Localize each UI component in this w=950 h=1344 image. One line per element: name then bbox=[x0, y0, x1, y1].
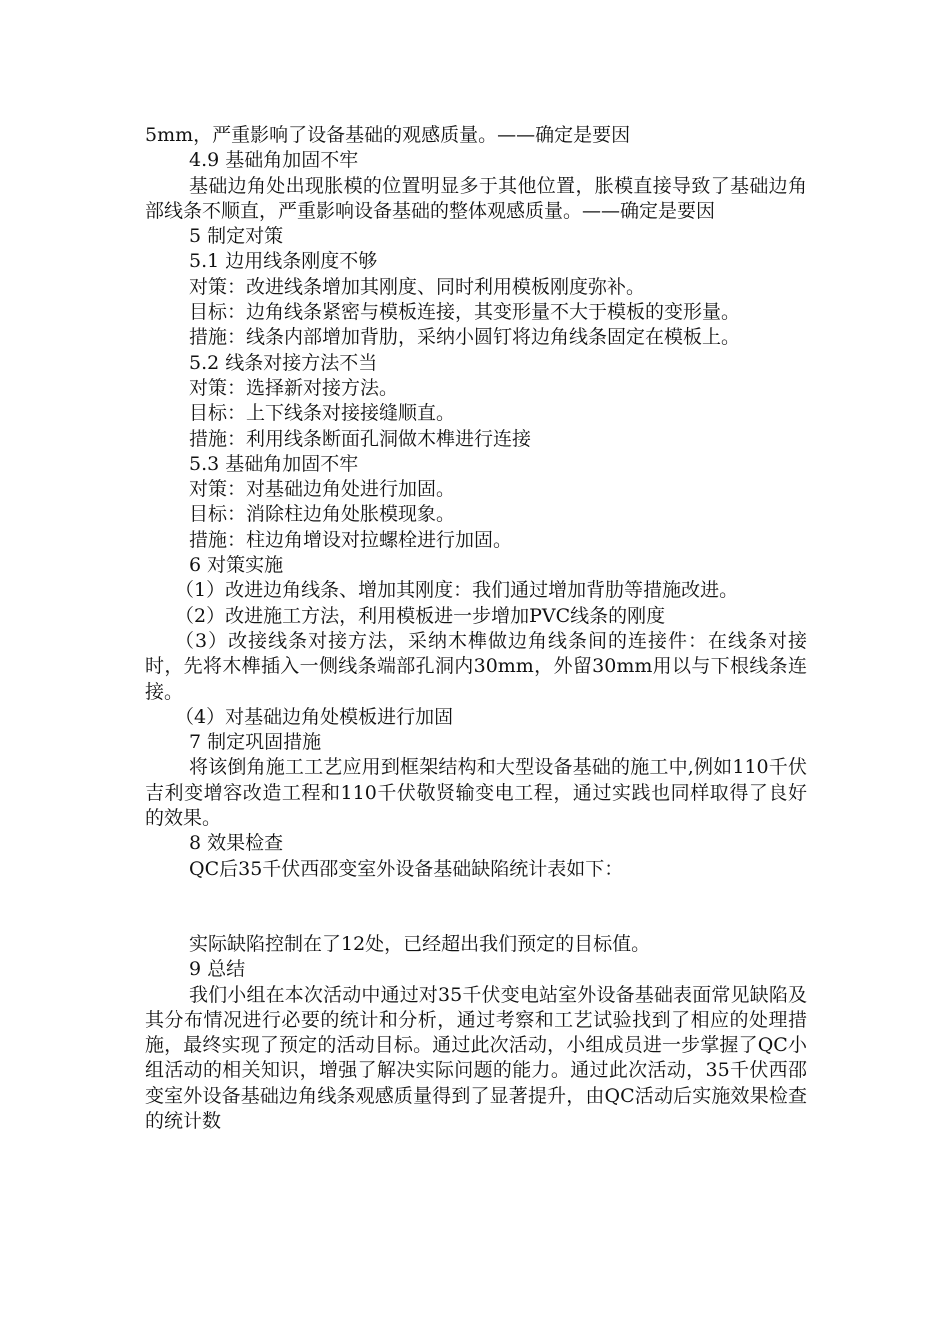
section-heading-5: 5 制定对策 bbox=[189, 225, 284, 248]
paragraph-measure: 措施：柱边角增设对拉螺栓进行加固。 bbox=[189, 528, 513, 551]
paragraph-target: 目标：上下线条对接接缝顺直。 bbox=[189, 402, 456, 425]
paragraph-continuation: 5mm，严重影响了设备基础的观感质量。——确定是要因 bbox=[145, 124, 631, 146]
section-heading-9: 9 总结 bbox=[189, 958, 246, 981]
list-item: （2）改进施工方法，利用模板进一步增加PVC线条的刚度 bbox=[175, 604, 666, 627]
section-heading-5-1: 5.1 边用线条刚度不够 bbox=[189, 250, 378, 273]
paragraph-countermeasure: 对策：选择新对接方法。 bbox=[189, 376, 399, 399]
paragraph: QC后35千伏西邵变室外设备基础缺陷统计表如下： bbox=[189, 857, 624, 880]
paragraph: 我们小组在本次活动中通过对35千伏变电站室外设备基础表面常见缺陷及其分布情况进行必要的统计和分析，通过考察和工艺试验找到了相应的处理措施，最终实现了预定的活动目标。通过此次活动，小组成员进一步掌握了QC小组活动的相关知识，增强了解决实际问题的能力。通过此次活动，35千伏西邵变室外设备基础边角线条观感质量得到了显著提升，由QC活动后实施效果检查的统计数 bbox=[145, 983, 807, 1132]
paragraph: 基础边角处出现胀模的位置明显多于其他位置，胀模直接导致了基础边角部线条不顺直，严重影响设备基础的整体观感质量。——确定是要因 bbox=[145, 174, 807, 222]
section-heading-5-2: 5.2 线条对接方法不当 bbox=[189, 351, 378, 374]
paragraph: 将该倒角施工工艺应用到框架结构和大型设备基础的施工中,例如110千伏吉利变增容改造工程和110千伏敬贤输变电工程，通过实践也同样取得了良好的效果。 bbox=[145, 756, 807, 830]
paragraph: 实际缺陷控制在了12处，已经超出我们预定的目标值。 bbox=[189, 932, 651, 955]
paragraph-countermeasure: 对策：对基础边角处进行加固。 bbox=[189, 478, 456, 501]
list-item: （1）改进边角线条、增加其刚度：我们通过增加背肋等措施改进。 bbox=[175, 579, 739, 602]
paragraph-measure: 措施：线条内部增加背肋，采纳小圆钉将边角线条固定在模板上。 bbox=[189, 326, 741, 349]
section-heading-6: 6 对策实施 bbox=[189, 554, 284, 577]
paragraph-target: 目标：消除柱边角处胀模现象。 bbox=[189, 503, 456, 526]
list-item: （3）改接线条对接方法，采纳木榫做边角线条间的连接件：在线条对接时，先将木榫插入一侧线条端部孔洞内30mm，外留30mm用以与下根线条连接。 bbox=[145, 629, 807, 703]
table-placeholder-gap bbox=[145, 882, 807, 932]
paragraph-measure: 措施：利用线条断面孔洞做木榫进行连接 bbox=[189, 427, 532, 450]
paragraph-countermeasure: 对策：改进线条增加其刚度、同时利用模板刚度弥补。 bbox=[189, 275, 646, 298]
list-item: （4）对基础边角处模板进行加固 bbox=[175, 705, 454, 728]
section-heading-7: 7 制定巩固措施 bbox=[189, 731, 322, 754]
paragraph-target: 目标：边角线条紧密与模板连接，其变形量不大于模板的变形量。 bbox=[189, 301, 741, 324]
section-heading-4-9: 4.9 基础角加固不牢 bbox=[189, 149, 359, 172]
section-heading-5-3: 5.3 基础角加固不牢 bbox=[189, 452, 359, 475]
section-heading-8: 8 效果检查 bbox=[189, 832, 284, 855]
document-body bbox=[145, 123, 807, 1134]
